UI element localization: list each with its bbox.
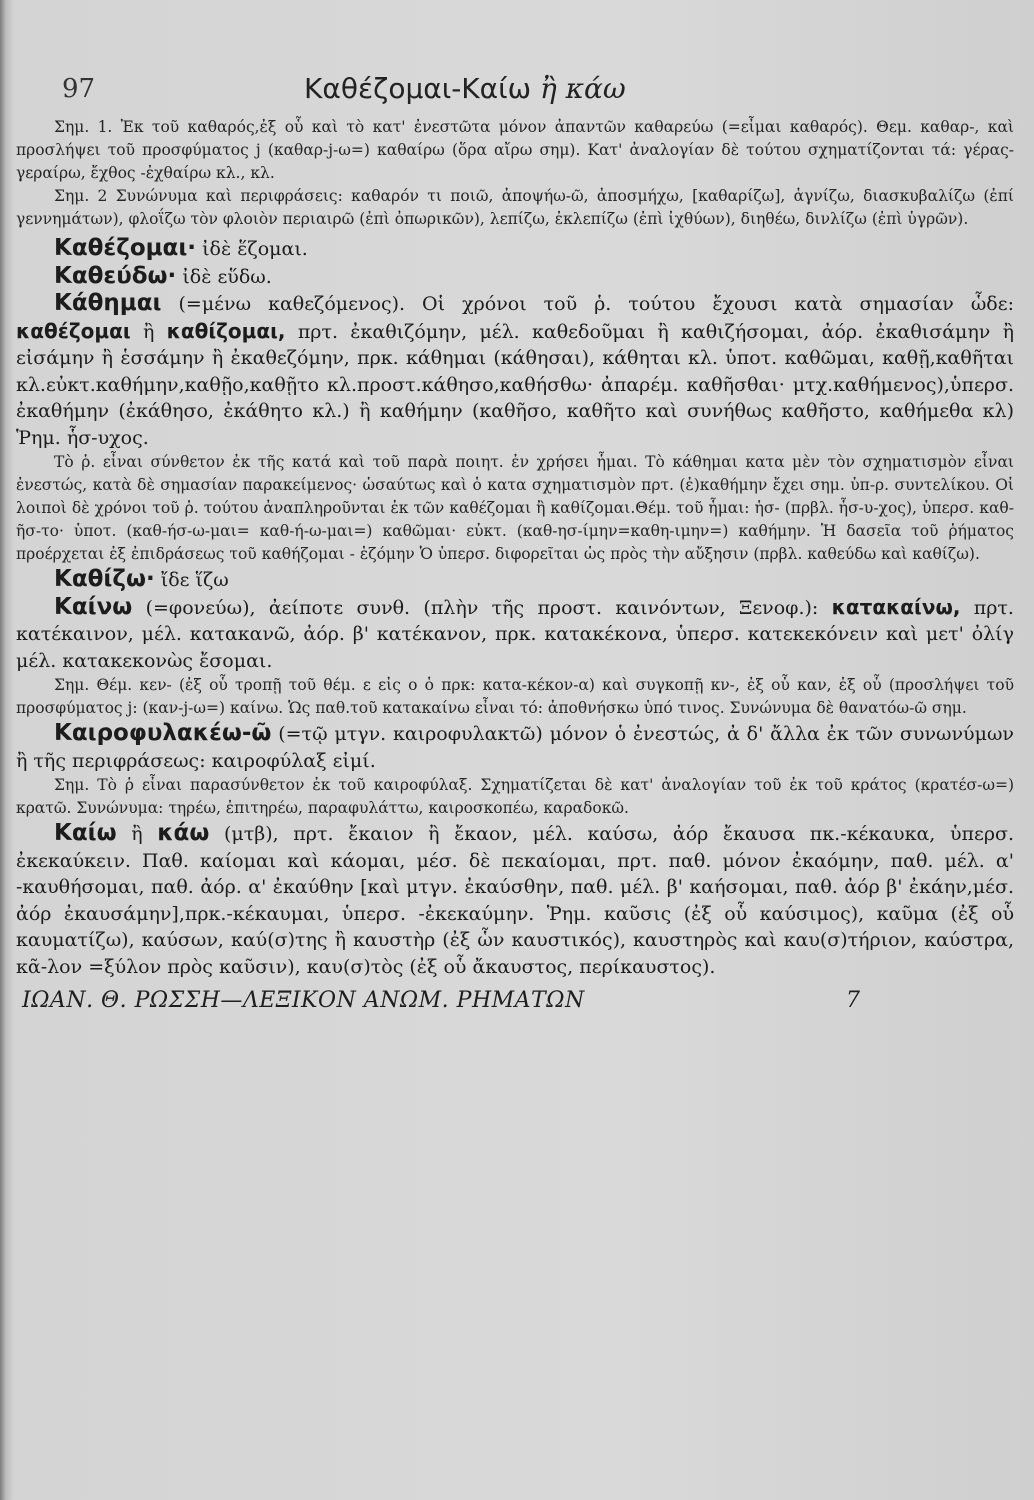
note-1: Σημ. 1. Ἐκ τοῦ καθαρός,ἐξ οὗ καὶ τὸ κατ' ἐνεστῶτα μόνον ἀπαντῶν καθαρεύω (=εἶμαι καθαρός). Θεμ. καθαρ-, καὶ προσλήψει τοῦ προσφύματος j (καθαρ-j-ω=) καθαίρω (ὅρα αἴρω σημ). Κατ' ἀναλογίαν δὲ τούτου σχηματίζονται τά: γέρας-γεραίρω, ἔχθος -ἐχθαίρω κλ., κλ. (16, 118, 1014, 182)
entry-bold-form: κατακαίνω, (831, 594, 961, 619)
entry-katheudo (14, 263, 1014, 291)
entry-kathezomai (14, 235, 1014, 263)
running-title-main: Καθέζομαι-Καίω (304, 72, 532, 105)
entry-text: (=μένω καθεζόμενος). Οἱ χρόνοι τοῦ ῥ. τούτου ἔχουσι κατὰ σημασίαν ὧδε: (178, 293, 1014, 315)
entry-kairofylakeo (14, 720, 1014, 774)
entry-kathemai (14, 290, 1014, 451)
entry-head: Καθίζω· (54, 566, 155, 592)
entry-text: ἢ (142, 320, 155, 343)
note-3: Τὸ ῥ. εἶναι σύνθετον ἐκ τῆς κατά καὶ τοῦ παρὰ ποιητ. ἐν χρήσει ἧμαι. Τὸ κάθημαι κατα μὲν τὸν σχηματισμὸν εἶναι ἐνεστώς, κατὰ δὲ σημασίαν παρακείμενος· ὡσαύτως καὶ ὁ κατα σχηματισμὸν πρτ. (ἐ)καθήμην ἔχει σημ. ὑπ-ρ. συντελίκου. Οἱ λοιποὶ δὲ χρόνοι τοῦ ῥ. τούτου ἀναπληροῦνται ἐκ τῶν καθέζομαι ἢ καθίζομαι.Θέμ. τοῦ ἧμαι: ἡσ- (πρβλ. ἧσ-υ-χος), ὑπερσ. καθ-ῆσ-το· ὑποτ. (καθ-ήσ-ω-μαι= καθ-ή-ω-μαι=) καθῶμαι· εὐκτ. (καθ-ησ-ίμην=καθη-ιμην=) καθήμην. Ἡ δασεῖα τοῦ ῥήματος προέρχεται ἐξ ἐπιδράσεως τοῦ καθήζομαι - ἑζόμην Ὁ ὑπερσ. διφορεῖται ὡς πρὸς τὴν αὔξησιν (πρβλ. καθεύδω καὶ καθίζω). (16, 453, 1014, 563)
entry-head: Καθεύδω· (54, 262, 177, 289)
entry-text: ἰδὲ ἕζομαι. (202, 238, 308, 260)
entry-head: Καίω (54, 820, 117, 846)
entry-bold-form: καθίζομαι, (166, 318, 286, 343)
entry-text: (μτβ), πρτ. ἔκαιον ἢ ἔκαον, μέλ. καύσω, ἀόρ ἔκαυσα πκ.-κέκαυκα, ὑπερσ. ἐκεκαύκειν. Παθ. καίομαι καὶ κάομαι, μέσ. δὲ πεκαίομαι, πρτ. παθ. μόνον ἐκαόμην, παθ. μέλ. α' -καυθήσομαι, παθ. ἀόρ. α' ἐκαύθην [καὶ μτγν. ἐκαύσθην, παθ. μέλ. β' καήσομαι, παθ. ἀόρ β' ἐκάην,μέσ. ἀόρ ἐκαυσάμην],πρκ.-κέκαυμαι, ὑπερσ. -ἐκεκαύμην. Ῥημ. καῦσις (ἐξ οὗ καύσιμος), καῦμα (ἐξ οὗ καυματίζω), καύσων, καύ(σ)της ἢ καυστὴρ (ἐξ ὧν καυστικός), καυστηρὸς καὶ καυ(σ)τήριον, καύστρα, κᾶ-λον =ξύλον πρὸς καῦσιν), καυ(σ)τὸς (ἐξ οὗ ἄκαυστος, περίκαυστος). (16, 823, 1015, 978)
entry-head: Κάθημαι (54, 290, 162, 316)
entry-head: Καθέζομαι· (54, 235, 197, 261)
footer-signature: ΙΩΑΝ. Θ. ΡΩΣΣΗ—ΛΕΞΙΚΟΝ ΑΝΩΜ. ΡΗΜΑΤΩΝ (22, 988, 585, 1013)
entry-head: Καιροφυλακέω-ῶ (54, 720, 272, 746)
signature-mark: 7 (846, 988, 861, 1013)
note-2: Σημ. 2 Συνώνυμα καὶ περιφράσεις: καθαρόν τι ποιῶ, ἀποψήω-ῶ, ἀποσμήχω, [καθαρίζω], ἁγνίζω, διασκυβαλίζω (ἐπί γεννημάτων), φλοΐζω τὸν φλοιὸν περιαιρῶ (ἐπὶ ὀπωρικῶν), λεπίζω, ἐκλεπίζω (ἐπὶ ἰχθύων), διηθέω, δινλίζω (ἐπὶ ὑγρῶν). (16, 187, 1014, 228)
page-header (14, 70, 1014, 116)
note-5: Σημ. Τὸ ῥ εἶναι παρασύνθετον ἐκ τοῦ καιροφύλαξ. Σχηματίζεται δὲ κατ' ἀναλογίαν τοῦ ἐκ τοῦ κράτος (κρατέσ-ω=) κρατῶ. Συνώνυμα: τηρέω, ἐπιτηρέω, παραφυλάττω, καιροσκοπέω, καραδοκῶ. (16, 776, 1014, 817)
running-title-tail: ἢ κάω (539, 72, 626, 105)
entry-text: ἰδὲ εὕδω. (182, 265, 272, 288)
note-4: Σημ. Θέμ. κεν- (ἐξ οὗ τροπῇ τοῦ θέμ. ε εἰς ο ὁ πρκ: κατα-κέκον-α) καὶ συγκοπῇ κν-, ἐξ οὗ καν, ἐξ οὗ (προσλήψει τοῦ προσφύματος j: (καν-j-ω=) καίνω. Ὡς παθ.τοῦ κατακαίνω εἶναι τό: ἀποθνήσκω ὑπό τινος. Συνώνυμα δὲ θανατόω-ῶ σημ. (16, 676, 1014, 717)
entry-text: (=φονεύω), ἀείποτε συνθ. (πλὴν τῆς προστ. καινόντων, Ξενοφ.): (145, 596, 819, 619)
running-title (304, 72, 626, 105)
entry-head: Καίνω (54, 593, 133, 620)
entry-bold-form: καθέζομαι (16, 318, 131, 343)
entry-text: (=τῷ μτγν. καιροφυλακτῶ) μόνον ὁ ἐνεστώς, ἀ δ' ἄλλα ἐκ τῶν συνωνύμων ἢ τῆς περιφράσεως: καιροφύλαξ εἰμί. (16, 723, 1014, 772)
entry-text: πρτ. κατέκαινον, μέλ. κατακανῶ, ἀόρ. β' κατέκανον, πρκ. κατακέκονα, ὑπερσ. κατεκεκόνειν καὶ μετ' ὀλίγ μέλ. κατακεκονὼς ἔσομαι. (16, 596, 1014, 672)
page-content (14, 70, 1014, 1022)
page-footer (14, 986, 1014, 1022)
entry-head-alt: κάω (157, 820, 210, 846)
page-number: 97 (62, 74, 96, 104)
entry-text: πρτ. ἐκαθιζόμην, μέλ. καθεδοῦμαι ἢ καθιζήσομαι, ἀόρ. ἐκαθισάμην ἢ εἰσάμην ἢ ἑσσάμην ἢ ἐκαθεζόμην, πρκ. κάθημαι (κάθησαι), κάθηται κλ. ὑποτ. καθῶμαι, καθῇ,καθῆται κλ.εὐκτ.καθήμην,καθῇο,καθῇτο κλ.προστ.κάθησο,καθήσθω· ἀπαρέμ. καθῆσθαι· μτχ.καθήμενος),ὑπερσ. ἐκαθήμην (ἐκάθησο, ἐκάθητο κλ.) ἢ καθήμην (καθῆσο, καθῆτο καὶ συνήθως καθῆστο, καθήμεθα κλ) Ῥημ. ἧσ-υχος. (16, 320, 1014, 449)
entry-text: ἴδε ἵζω (160, 569, 229, 591)
entry-kaio (14, 820, 1014, 980)
entry-kathizo (14, 566, 1014, 594)
entry-text: ἢ (131, 823, 143, 845)
entry-kaino (14, 594, 1014, 675)
